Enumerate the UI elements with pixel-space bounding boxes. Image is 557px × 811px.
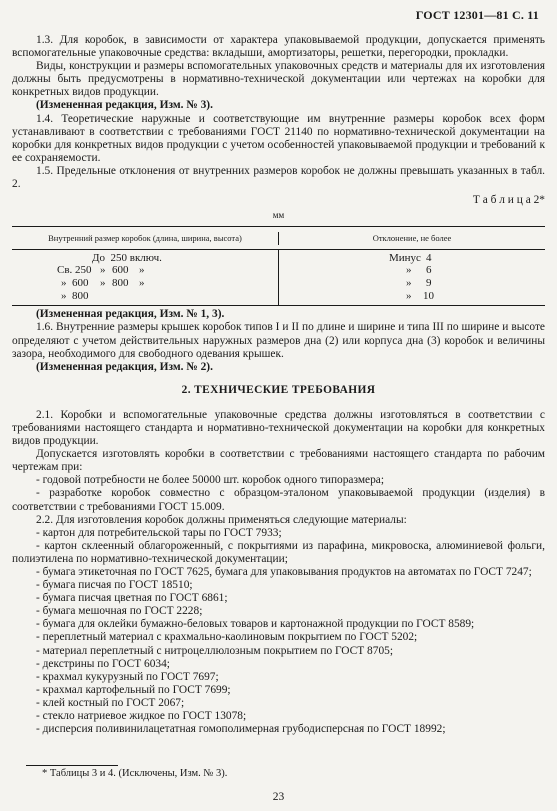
table-cell: Минус: [389, 252, 421, 265]
paragraph: Допускается изготовлять коробки в соответствии с требованиями настоящего стандарта по рабочим чертежам при:: [12, 448, 545, 474]
document-page: [12, 0, 545, 811]
page-number: 23: [272, 791, 285, 803]
table-cell: »: [406, 290, 412, 303]
paragraph: - клей костный по ГОСТ 2067;: [36, 696, 185, 709]
deviation-column: [279, 250, 545, 305]
table-cell: 600: [112, 264, 129, 277]
table-cell: »: [100, 264, 106, 277]
table-cell: »: [139, 277, 145, 290]
paragraph: 1.3. Для коробок, в зависимости от характера упаковываемой продукции, допускается применять вспомогательные упаковочные средства: вкладыши, амортизаторы, решетки, перегородки, прокладки.: [12, 34, 545, 60]
paragraph: Виды, конструкции и размеры вспомогательных упаковочных средств и материалы для их изготовления должны быть предусмотрены в нормативно-технической документации или чертежах на коробки для конкретных видов продукции.: [12, 60, 545, 99]
table-cell: 10: [423, 290, 434, 303]
table-cell: 9: [426, 277, 432, 290]
table-body: [12, 250, 545, 305]
paragraphs-top: [12, 34, 545, 191]
table-cell: 800: [112, 277, 129, 290]
paragraphs-mid: [12, 308, 545, 373]
table-cell: » 800: [61, 290, 89, 303]
paragraphs-bottom: [12, 409, 545, 736]
paragraph: - бумага писчая цветная по ГОСТ 6861;: [36, 592, 228, 605]
paragraph: (Измененная редакция, Изм. № 1, 3).: [36, 308, 225, 321]
table-cell: 4: [426, 252, 432, 265]
table-header-row: [12, 227, 545, 250]
table-cell: 6: [426, 264, 432, 277]
section-title: 2. ТЕХНИЧЕСКИЕ ТРЕБОВАНИЯ: [181, 383, 376, 396]
paragraph: - стекло натриевое жидкое по ГОСТ 13078;: [36, 710, 247, 723]
body-text: [12, 34, 545, 736]
paragraph: - декстрины по ГОСТ 6034;: [36, 657, 170, 670]
paragraph: - крахмал картофельный по ГОСТ 7699;: [36, 683, 231, 696]
table-unit: мм: [272, 210, 285, 221]
paragraph: - материал переплетный с нитроцеллюлозным покрытием по ГОСТ 8705;: [36, 644, 393, 657]
paragraph: - картон для потребительской тары по ГОСТ 7933;: [36, 526, 282, 539]
paragraph: 1.5. Предельные отклонения от внутренних размеров коробок не должны превышать указанных в табл. 2.: [12, 164, 545, 191]
paragraph: - годовой потребности не более 50000 шт. коробок одного типоразмера;: [36, 474, 385, 487]
table-cell: »: [406, 277, 412, 290]
paragraph: - бумага писчая по ГОСТ 18510;: [36, 579, 193, 592]
table-caption: Т а б л и ц а 2*: [472, 194, 545, 207]
footnote-divider: [26, 765, 118, 766]
paragraph: - переплетный материал с крахмально-каолиновым покрытием по ГОСТ 5202;: [36, 631, 418, 644]
paragraph: - бумага мешочная по ГОСТ 2228;: [36, 605, 203, 618]
paragraph: - картон склеенный облагороженный, с покрытиями из парафина, микровоска, алюминиевой фольги, полиэтилена по нормативно-технической документации;: [12, 539, 545, 565]
paragraph: 1.6. Внутренние размеры крышек коробок типов I и II по длине и ширине и типа III по ширине и высоте определяют с учетом действительных наружных размеров дна (2) или корпуса дна (3) коробок и величины зазора, необходимого для свободного одевания крышек.: [12, 321, 545, 360]
paragraph: - разработке коробок совместно с образцом-эталоном упаковываемой продукции (изделия) в соответствии с требованиями ГОСТ 15.009.: [12, 487, 545, 513]
paragraph: - бумага этикеточная по ГОСТ 7625, бумага для упаковывания продуктов на автоматах по ГОСТ 7247;: [36, 566, 532, 578]
deviation-table: [12, 226, 545, 306]
table-cell: »: [100, 277, 106, 290]
paragraph: (Измененная редакция, Изм. № 3).: [36, 99, 213, 112]
footnote: * Таблицы 3 и 4. (Исключены, Изм. № 3).: [42, 768, 228, 779]
paragraph: - дисперсия поливинилацетатная гомополимерная грубодисперсная по ГОСТ 18992;: [36, 723, 446, 736]
paragraph: (Измененная редакция, Изм. № 2).: [36, 360, 213, 373]
paragraph: - крахмал кукурузный по ГОСТ 7697;: [36, 670, 219, 683]
paragraph: 2.1. Коробки и вспомогательные упаковочные средства должны изготовляться в соответствии с требованиями настоящего стандарта и нормативно-технической документации на коробки для конкретных видов продукции.: [12, 408, 545, 448]
size-column: [12, 250, 279, 305]
table-cell: »: [406, 264, 412, 277]
table-cell: Св. 250: [57, 264, 92, 277]
table-cell: »: [139, 264, 145, 277]
table-cell: До 250 включ.: [92, 252, 162, 265]
table-cell: » 600: [61, 277, 89, 290]
paragraph: 1.4. Теоретические наружные и соответствующие им внутренние размеры коробок всех форм устанавливают в соответствии с требованиями ГОСТ 21140 по нормативно-технической документации на коробки для конкретных видов продукции с учетом особенностей упаковываемой продукции и требований к ее сохраняемости.: [12, 112, 545, 164]
page-header: ГОСТ 12301—81 С. 11: [415, 8, 539, 22]
col-header-size: Внутренний размер коробок (длина, ширина, высота): [12, 232, 279, 245]
paragraph: - бумага для оклейки бумажно-беловых товаров и картонажной продукции по ГОСТ 8589;: [36, 618, 475, 631]
col-header-deviation: Отклонение, не более: [372, 232, 452, 243]
paragraph: 2.2. Для изготовления коробок должны применяться следующие материалы:: [36, 513, 407, 526]
